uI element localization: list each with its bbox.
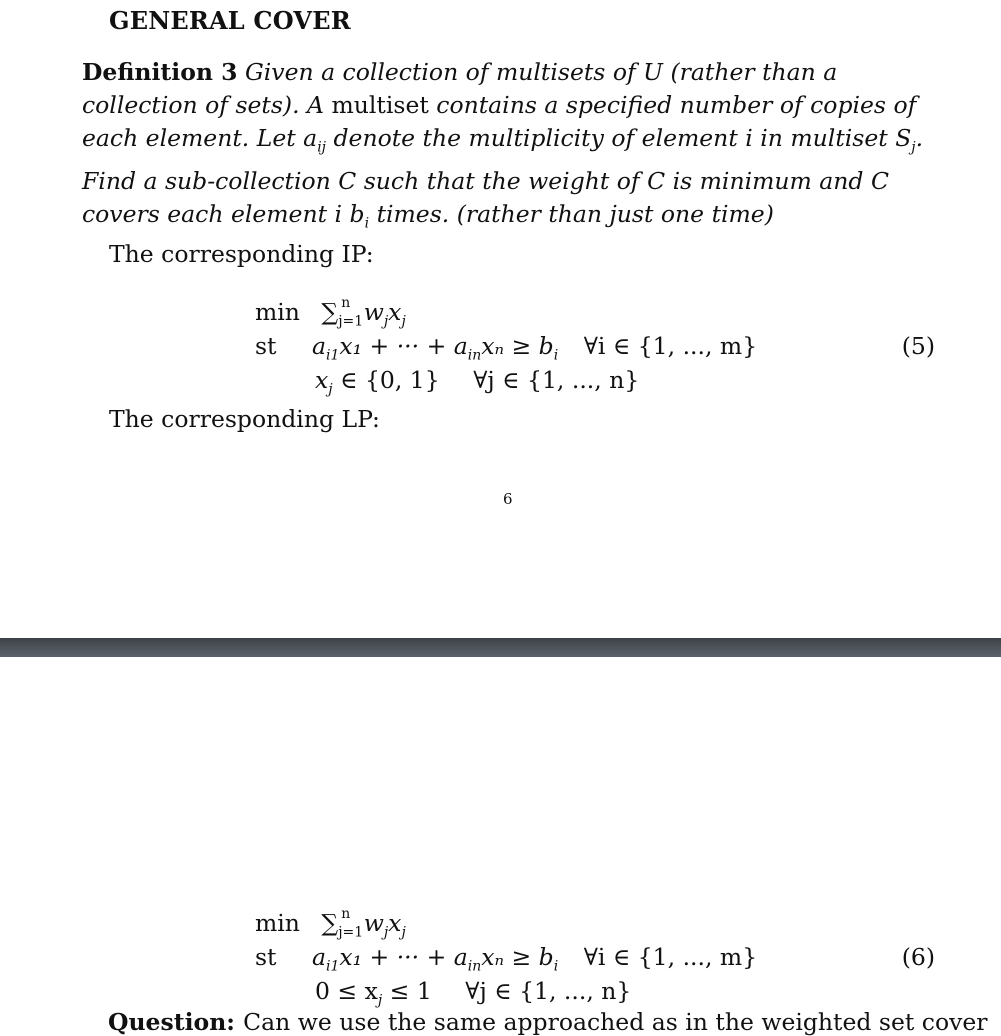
definition-block: Definition 3 Given a collection of multisets of U (rather than a collection of sets). A multiset contains a specified number of copies of each element. Let $a_{ij}$ denote the multiplicity of element i in multiset $S_j$. Find a sub-collection C such that the weight of C is minimum and C covers each element i $b_i$ times. (rather than just one time) xyxy=(82,58,924,232)
equation-number-6: (6) xyxy=(901,943,935,971)
definition-label: Definition 3 xyxy=(82,58,238,86)
pdf-page-1: GENERAL COVER Definition 3 Given a collection of multisets of U (rather than a collection of sets). A multiset contains a specified number of copies of each element. Let $a_{ij}$ denote the multiplicity of element i in multiset $S_j$. Find a sub-collection C such that the weight of C is minimum and C covers each element i $b_i$ times. (rather than just one time) The corresponding IP: $\min \sum_{j=1}^n$ $w_jx_j$ st $a_{i1}x_1$ + ··· + $a_{in}x_n \ge b_i$ ∀i ∈ {1, ..., m} $x_j$ ∈ {0, 1} ∀j ∈ {1, ..., n} (5) The corresponding LP: 6 xyxy=(0,0,1001,638)
ip-intro: The corresponding IP: xyxy=(109,240,374,268)
objective-sum: $\sum_{j=1}^n$ xyxy=(321,295,364,330)
page-number: 6 xyxy=(503,490,513,508)
ip-constraint-row: st $a_{i1}x_1$ + ··· + $a_{in}x_n \ge b_i$ ∀i ∈ {1, ..., m} xyxy=(255,332,758,364)
ip-domain-row: $x_j$ ∈ {0, 1} ∀j ∈ {1, ..., n} xyxy=(315,366,640,398)
section-heading: GENERAL COVER xyxy=(109,6,351,35)
page-separator xyxy=(0,638,1001,657)
equation-number-5: (5) xyxy=(901,332,935,360)
lp-bound-row: $0 \le x_j \le 1$ ∀j ∈ {1, ..., n} xyxy=(315,977,632,1009)
question-line: Question: Can we use the same approached as in the weighted set cover xyxy=(108,1008,988,1036)
min-label: min xyxy=(255,298,300,326)
st-label: st xyxy=(255,332,277,360)
lp-intro: The corresponding LP: xyxy=(109,405,380,433)
lp-constraint-row: st $a_{i1}x_1$ + ··· + $a_{in}x_n \ge b_i$ ∀i ∈ {1, ..., m} xyxy=(255,943,758,975)
